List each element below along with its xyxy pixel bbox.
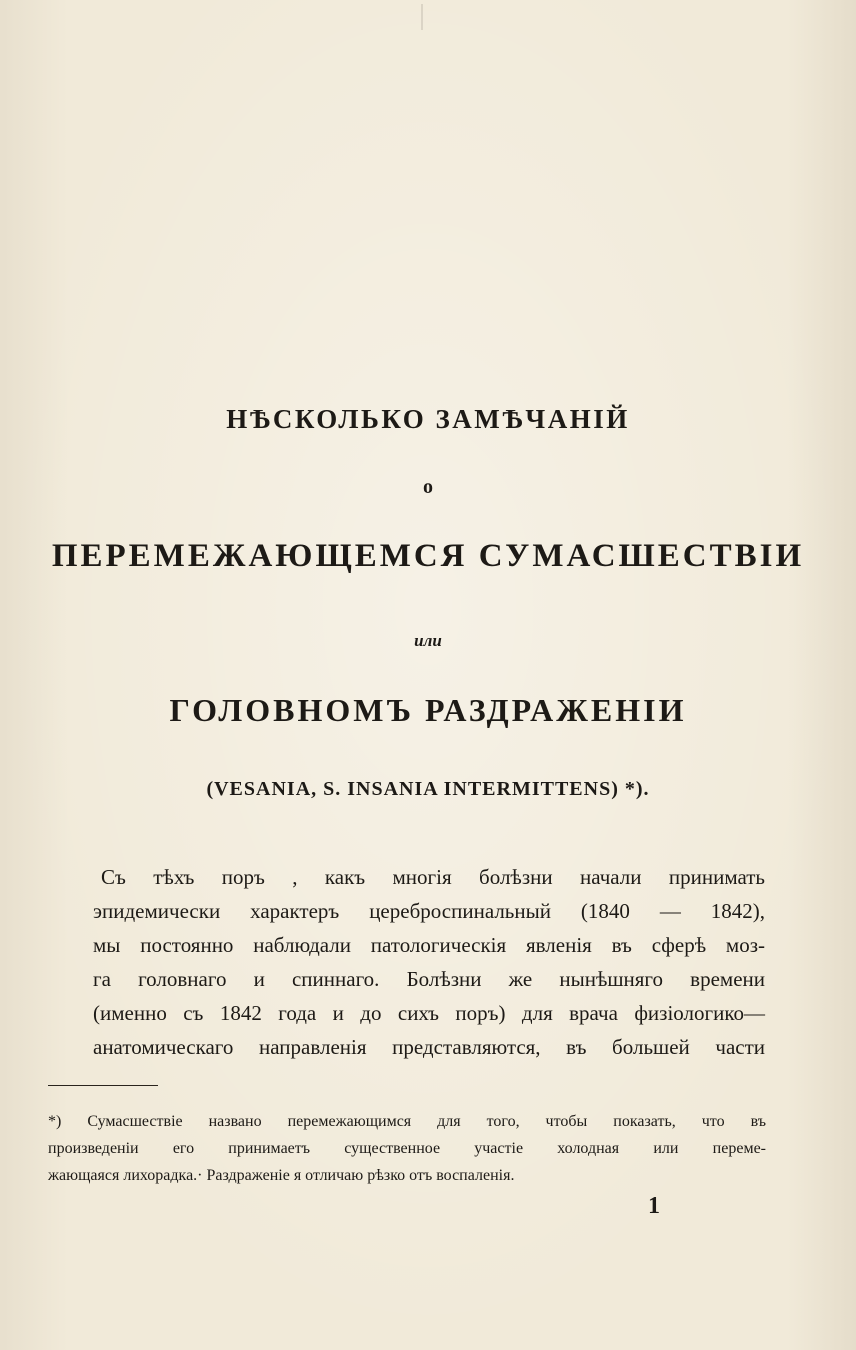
- body-line: мы постоянно наблюдали патологическія явленія въ сферѣ моз-: [93, 933, 765, 957]
- footnote-line: *) Сумасшествіе названо перемежающимся для того, чтобы показать, что въ: [48, 1113, 766, 1130]
- title-line-1: НѢСКОЛЬКО ЗАМѢЧАНІЙ: [226, 404, 630, 434]
- body-line: анатомическаго направленія представляются, въ большей части: [93, 1035, 765, 1059]
- latin-subtitle: (VESANIA, S. INSANIA INTERMITTENS) *).: [206, 778, 650, 800]
- page-number: 1: [648, 1193, 660, 1219]
- body-line: (именно съ 1842 года и до сихъ поръ) для врача физіологико—: [93, 1001, 765, 1025]
- title-line-2: о: [423, 476, 433, 498]
- footnote: [48, 1108, 766, 1189]
- footnote-line: произведеніи его принимаетъ существенное участіе холодная или переме-: [48, 1140, 766, 1157]
- body-line: эпидемически характеръ цереброспинальный (1840 — 1842),: [93, 899, 765, 923]
- body-line: га головнаго и спиннаго. Болѣзни же нынѣшняго времени: [93, 967, 765, 991]
- title-line-4: или: [414, 631, 442, 650]
- body-paragraph: [93, 860, 765, 1064]
- title-line-3: ПЕРЕМЕЖАЮЩЕМСЯ СУМАСШЕСТВІИ: [51, 538, 805, 574]
- bleed-through-mark: [421, 4, 437, 30]
- footnote-divider: [48, 1085, 158, 1086]
- footnote-line: жающаяся лихорадка.· Раздраженіе я отличаю рѣзко отъ воспаленія.: [48, 1167, 515, 1184]
- body-line: Съ тѣхъ поръ , какъ многія болѣзни начали принимать: [101, 865, 765, 889]
- title-line-5: ГОЛОВНОМЪ РАЗДРАЖЕНІИ: [169, 692, 687, 728]
